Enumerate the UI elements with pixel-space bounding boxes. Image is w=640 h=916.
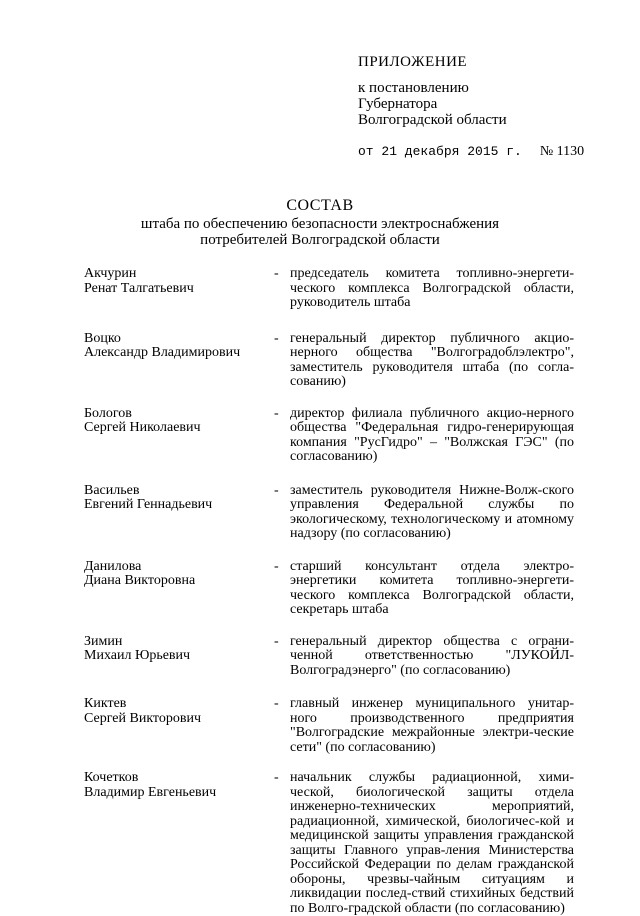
member-given-name: Ренат Талгатьевич <box>84 280 194 296</box>
member-row <box>84 332 574 390</box>
member-dash: - <box>274 633 279 649</box>
member-dash: - <box>274 770 279 785</box>
member-name <box>84 560 274 618</box>
member-given-name: Сергей Викторович <box>84 710 202 726</box>
member-role: председатель комитета топливно-энергети-ческого комплекса Волгоградской области, руководитель штаба <box>290 266 574 310</box>
member-surname: Акчурин <box>84 266 137 281</box>
member-surname: Данилова <box>84 558 142 574</box>
member-role: директор филиала публичного акцио-нерного общества "Федеральная гидро-генерирующая компания "РусГидро" – "Волжская ГЭС" (по согласованию) <box>290 405 574 464</box>
resolution-number: № 1130 <box>539 144 585 159</box>
member-surname: Кочетков <box>84 770 139 785</box>
member-dash: - <box>274 266 279 281</box>
member-row <box>84 484 574 542</box>
member-name <box>84 635 274 679</box>
member-row <box>84 697 574 755</box>
member-role: заместитель руководителя Нижне-Волж-ского управления Федеральной службы по экологическому, технологическому и атомному надзору (по согласованию) <box>290 482 574 541</box>
member-dash: - <box>274 330 279 346</box>
member-row <box>84 267 574 311</box>
appendix-title: ПРИЛОЖЕНИЕ <box>358 54 468 70</box>
appendix-line: к постановлению <box>358 80 469 96</box>
member-dash: - <box>274 696 279 711</box>
member-row <box>84 560 574 618</box>
member-role: старший консультант отдела электро-энергетики комитета топливно-энергети-ческого комплекса Волгоградской области, секретарь штаба <box>290 558 574 617</box>
member-row <box>84 635 574 679</box>
member-role: генеральный директор публичного акцио-нерного общества "Волгоградоблэлектро", заместитель руководителя штаба (по согла-сованию) <box>290 330 574 389</box>
member-name <box>84 267 274 311</box>
member-surname: Зимин <box>84 633 123 649</box>
member-given-name: Александр Владимирович <box>84 345 241 360</box>
resolution-date-number <box>358 144 584 160</box>
appendix-line: Губернатора <box>358 96 438 112</box>
document-title: СОСТАВ <box>286 197 354 214</box>
member-row <box>84 407 574 465</box>
member-given-name: Сергей Николаевич <box>84 420 201 435</box>
member-surname: Воцко <box>84 330 121 346</box>
member-name <box>84 697 274 755</box>
member-given-name: Михаил Юрьевич <box>84 648 191 663</box>
appendix-line: Волгоградской области <box>358 112 507 128</box>
subtitle-line: потребителей Волгоградской области <box>200 232 440 248</box>
member-surname: Васильев <box>84 482 140 498</box>
member-surname: Бологов <box>84 405 132 421</box>
member-name <box>84 484 274 542</box>
member-name <box>84 407 274 465</box>
member-role: главный инженер муниципального унитар-ного производственного предприятия "Волгоградские межрайонные электри-ческие сети" (по согласованию) <box>290 696 574 755</box>
appendix-block <box>358 54 618 128</box>
member-given-name: Владимир Евгеньевич <box>84 784 217 800</box>
member-dash: - <box>274 558 279 574</box>
member-dash: - <box>274 405 279 421</box>
member-role: начальник службы радиационной, хими-ческой, биологической защиты отдела инженерно-технических мероприятий, радиационной, химической, биологичес-кой и медицинской защиты управления гражданской защиты Главного управ-ления Министерства Российской Федерации по делам гражданской обороны, чрезвы-чайным ситуациям и ликвидации послед-ствий стихийных бедствий по Волго-градской области (по согласованию) <box>290 770 574 916</box>
member-role: генеральный директор общества с ограни-ченной ответственностью "ЛУКОЙЛ-Волгоградэнерго" (по согласованию) <box>290 633 574 678</box>
resolution-date: от 21 декабря 2015 г. <box>358 144 522 159</box>
member-name <box>84 771 274 916</box>
member-given-name: Евгений Геннадьевич <box>84 497 213 512</box>
member-dash: - <box>274 482 279 498</box>
document-subtitle <box>90 216 550 248</box>
members-list <box>84 267 574 916</box>
member-name <box>84 332 274 390</box>
member-given-name: Диана Викторовна <box>84 573 196 588</box>
subtitle-line: штаба по обеспечению безопасности электроснабжения <box>140 216 500 232</box>
member-surname: Киктев <box>84 696 127 711</box>
member-row <box>84 771 574 916</box>
